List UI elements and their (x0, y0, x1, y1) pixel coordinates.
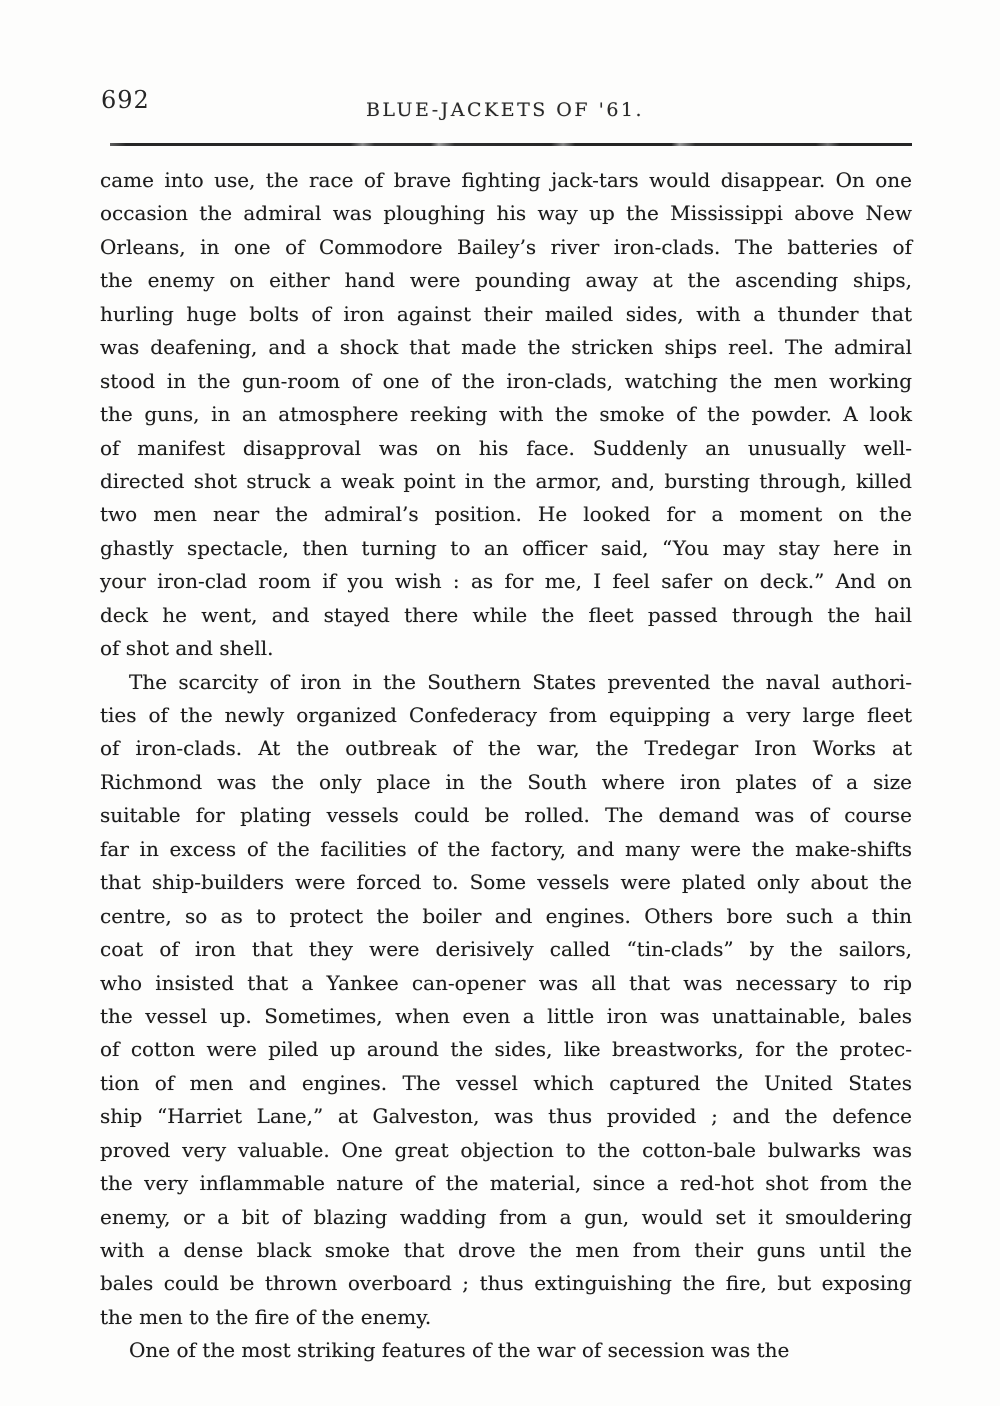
text-line: the men to the fire of the enemy. (100, 1304, 432, 1329)
text-line: One of the most striking features of the war of secession was the (129, 1338, 790, 1363)
text-line: was deafening, and a shock that made the stricken ships reel. The admiral (100, 335, 912, 360)
text-line: far in excess of the facilities of the factory, and many were the make-shifts (100, 836, 912, 861)
text-line: The scarcity of iron in the Southern States prevented the naval authori- (129, 669, 912, 694)
text-line: tion of men and engines. The vessel which captured the United States (100, 1070, 912, 1095)
page-number: 692 (101, 86, 150, 114)
text-line: bales could be thrown overboard ; thus extinguishing the fire, but exposing (100, 1271, 912, 1296)
text-line: hurling huge bolts of iron against their mailed sides, with a thunder that (100, 301, 912, 326)
text-line: who insisted that a Yankee can-opener was all that was necessary to rip (100, 970, 912, 995)
text-line: Richmond was the only place in the South where iron plates of a size (100, 769, 912, 794)
text-line: the guns, in an atmosphere reeking with the smoke of the powder. A look (100, 402, 912, 427)
text-line: the vessel up. Sometimes, when even a little iron was unattainable, bales (100, 1003, 912, 1028)
text-line: Orleans, in one of Commodore Bailey’s river iron-clads. The batteries of (100, 234, 912, 259)
text-line: of shot and shell. (100, 636, 274, 661)
text-line: proved very valuable. One great objection to the cotton-bale bulwarks was (100, 1137, 912, 1162)
text-line: ghastly spectacle, then turning to an officer said, “You may stay here in (100, 535, 912, 560)
running-header-title: BLUE-JACKETS OF '61. (365, 99, 645, 121)
text-line: of cotton were piled up around the sides, like breastworks, for the protec- (100, 1037, 912, 1062)
text-line: coat of iron that they were derisively called “tin-clads” by the sailors, (100, 937, 912, 962)
paragraph (100, 1334, 912, 1367)
text-line: the very inflammable nature of the material, since a red-hot shot from the (100, 1171, 912, 1196)
text-line: with a dense black smoke that drove the men from their guns until the (100, 1238, 912, 1262)
header-rule (110, 143, 912, 146)
paragraph (100, 164, 912, 666)
text-line: suitable for plating vessels could be rolled. The demand was of course (100, 803, 912, 828)
text-line: centre, so as to protect the boiler and engines. Others bore such a thin (100, 903, 912, 928)
text-line: ties of the newly organized Confederacy from equipping a very large fleet (100, 703, 912, 727)
text-line: of iron-clads. At the outbreak of the war, the Tredegar Iron Works at (100, 736, 912, 761)
text-line: that ship-builders were forced to. Some vessels were plated only about the (100, 870, 912, 895)
text-line: two men near the admiral’s position. He looked for a moment on the (100, 502, 912, 527)
text-line: the enemy on either hand were pounding away at the ascending ships, (100, 268, 912, 293)
text-line: enemy, or a bit of blazing wadding from a gun, would set it smouldering (100, 1204, 912, 1229)
text-line: your iron-clad room if you wish : as for me, I feel safer on deck.” And on (100, 569, 912, 594)
text-line: stood in the gun-room of one of the iron-clads, watching the men working (100, 368, 912, 393)
text-line: deck he went, and stayed there while the fleet passed through the hail (100, 602, 912, 627)
text-line: came into use, the race of brave fighting jack-tars would disappear. On one (100, 168, 912, 192)
text-block (100, 164, 912, 1368)
paragraph (100, 666, 912, 1335)
text-line: of manifest disapproval was on his face. Suddenly an unusually well- (100, 435, 912, 460)
text-line: ship “Harriet Lane,” at Galveston, was thus provided ; and the defence (100, 1104, 912, 1129)
text-line: occasion the admiral was ploughing his way up the Mississippi above New (100, 201, 912, 226)
text-line: directed shot struck a weak point in the armor, and, bursting through, killed (100, 468, 912, 493)
